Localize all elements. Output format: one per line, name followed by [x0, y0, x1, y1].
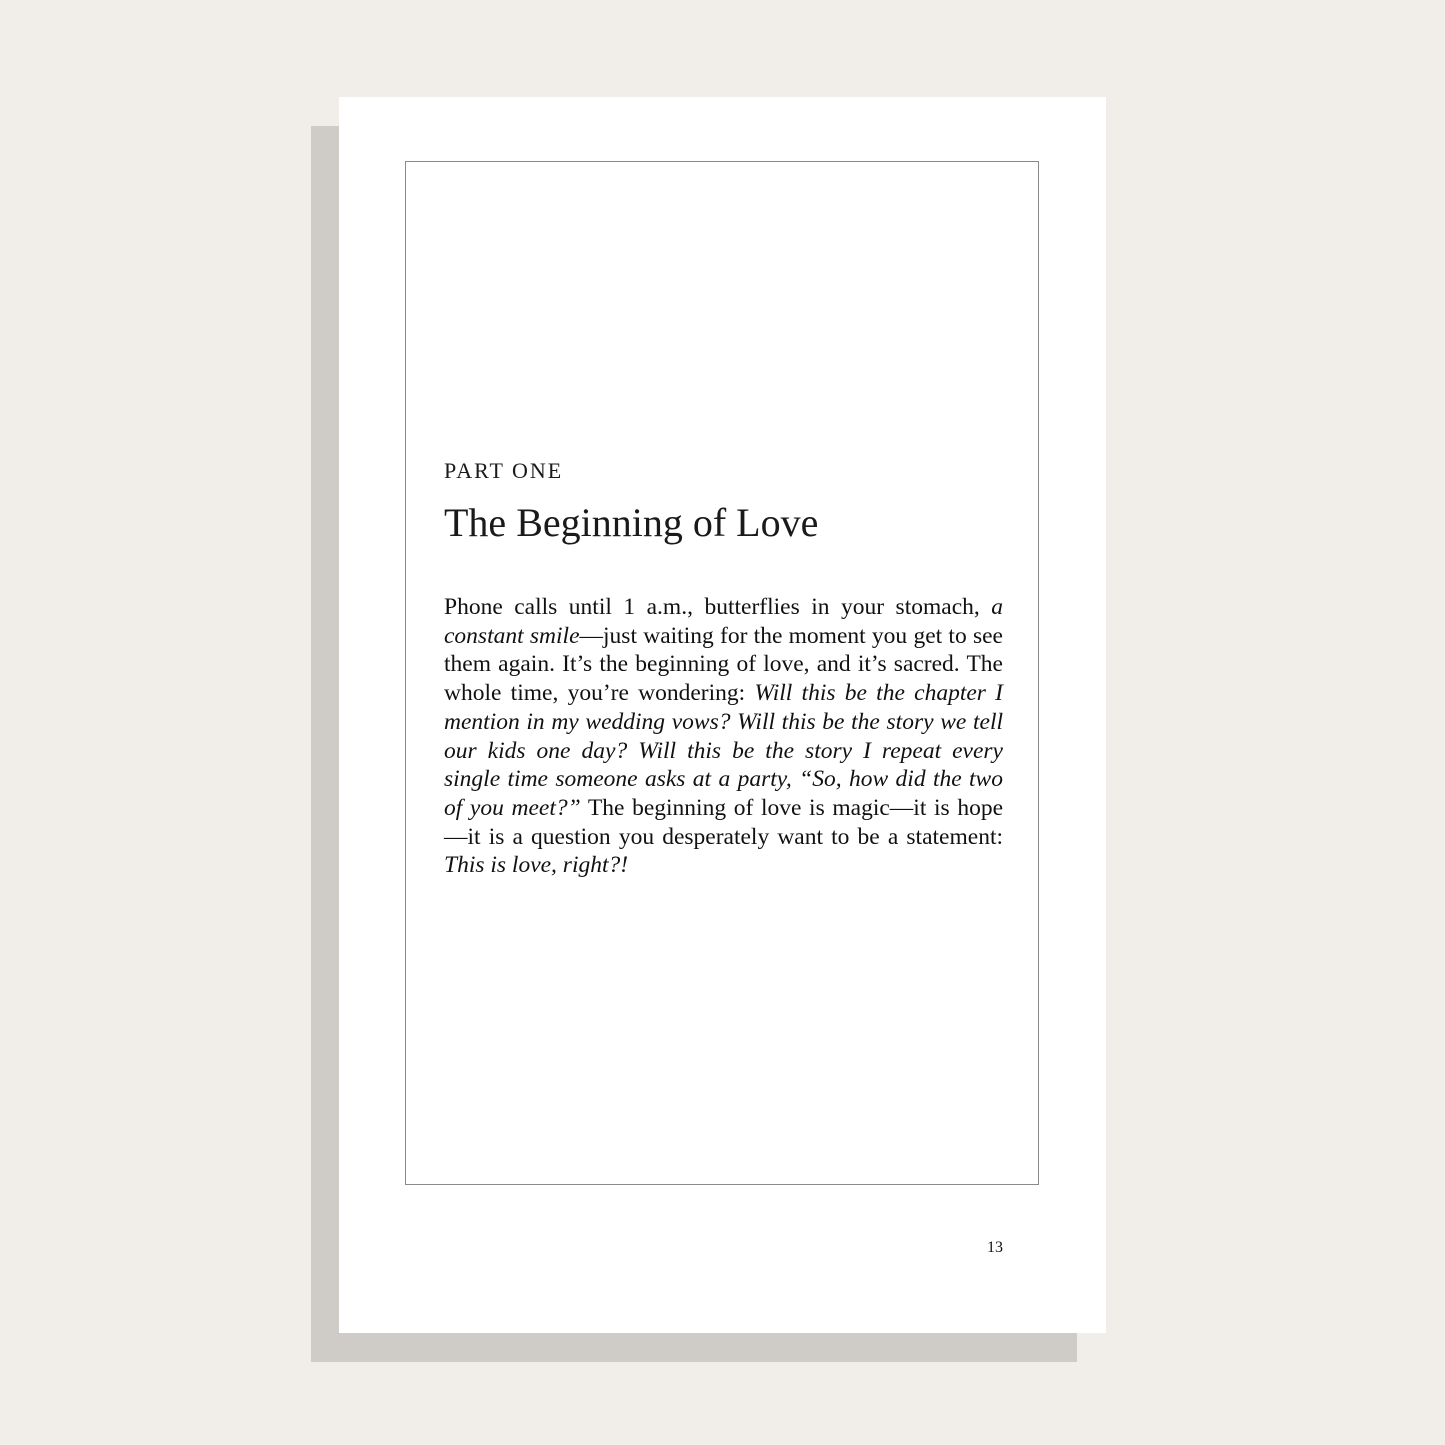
- paragraph-italic-segment: Will this be the chapter I mention in my wedding vows? Will this be the story we tell our kids one day? Will this be the story I repeat every single time someone asks at a party, “So, how did the two of you meet?”: [444, 680, 1003, 821]
- book-page: [339, 97, 1106, 1333]
- paragraph-italic-segment: This is love, right?!: [444, 852, 629, 879]
- chapter-title: The Beginning of Love: [444, 500, 819, 545]
- page-number: 13: [987, 1239, 1003, 1256]
- paragraph-segment: —just waiting for the moment you get to see them again. It’s the beginning of love, and it’s sacred. The whole time, you’re wondering:: [444, 622, 1003, 707]
- paragraph-segment: Phone calls until 1 a.m., butterflies in your stomach,: [444, 594, 992, 620]
- paragraph-italic-segment: a constant smile: [444, 594, 1003, 649]
- part-label: PART ONE: [444, 458, 564, 483]
- paragraph-segment: The beginning of love is magic—it is hope—it is a question you desperately want to be a statement:: [444, 794, 1004, 850]
- body-paragraph: [444, 593, 1003, 880]
